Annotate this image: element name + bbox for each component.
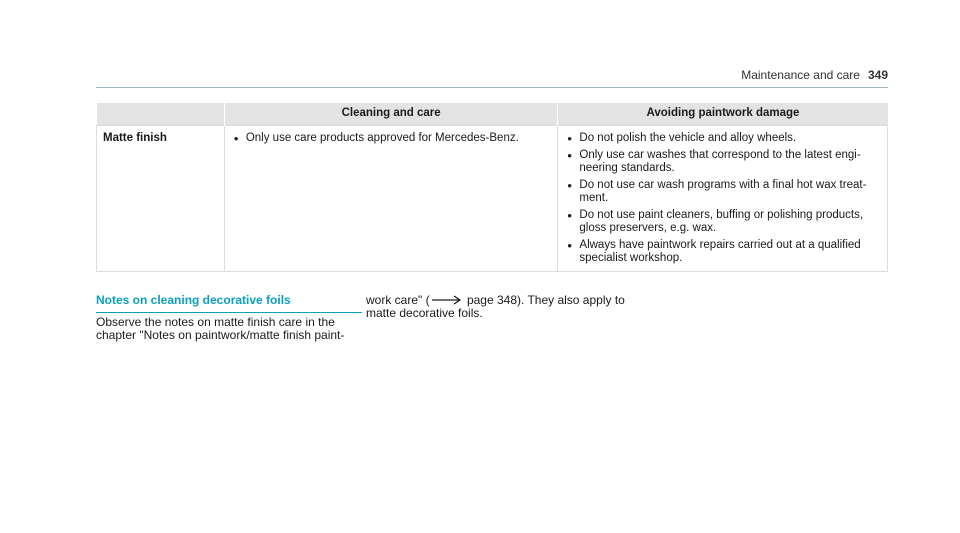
list-item: • Do not use paint cleaners, buffing or polishing products, gloss preservers, e.g. wax. [564, 209, 882, 235]
table-row [97, 125, 888, 271]
list-item: • Do not polish the vehicle and alloy wheels. [564, 132, 882, 145]
page-reference-link[interactable]: page 348). They also apply to matte decorative foils. [366, 293, 625, 320]
avoiding-list [564, 132, 882, 265]
arrow-right-icon [431, 295, 463, 305]
header-cell-empty [97, 103, 225, 125]
body-text-before-link: work care" ( [366, 293, 430, 307]
section-name: Maintenance and care [741, 68, 860, 82]
header-avoiding-paintwork-damage: Avoiding paintwork damage [558, 103, 888, 125]
header-rule [96, 87, 888, 88]
section-body-right [366, 294, 636, 320]
matte-finish-care-table [96, 103, 888, 272]
list-item: • Only use care products approved for Mercedes-Benz. [231, 132, 553, 145]
running-header [741, 68, 888, 82]
list-item: • Do not use car wash programs with a final hot wax treat-ment. [564, 179, 882, 205]
table-header-row [97, 103, 888, 125]
list-item: • Only use car washes that correspond to the latest engi-neering standards. [564, 149, 882, 175]
avoiding-cell [558, 125, 888, 271]
section-title: Notes on cleaning decorative foils [96, 293, 362, 313]
row-label-matte-finish: Matte finish [97, 125, 225, 271]
cleaning-cell [224, 125, 558, 271]
page-header [96, 68, 888, 88]
cleaning-list [231, 132, 553, 145]
header-cleaning-and-care: Cleaning and care [224, 103, 558, 125]
list-item: • Always have paintwork repairs carried out at a qualified specialist workshop. [564, 239, 882, 265]
section-body-left: Observe the notes on matte finish care in the chapter "Notes on paintwork/matte finish paint- [96, 315, 345, 342]
page-number: 349 [867, 68, 888, 82]
